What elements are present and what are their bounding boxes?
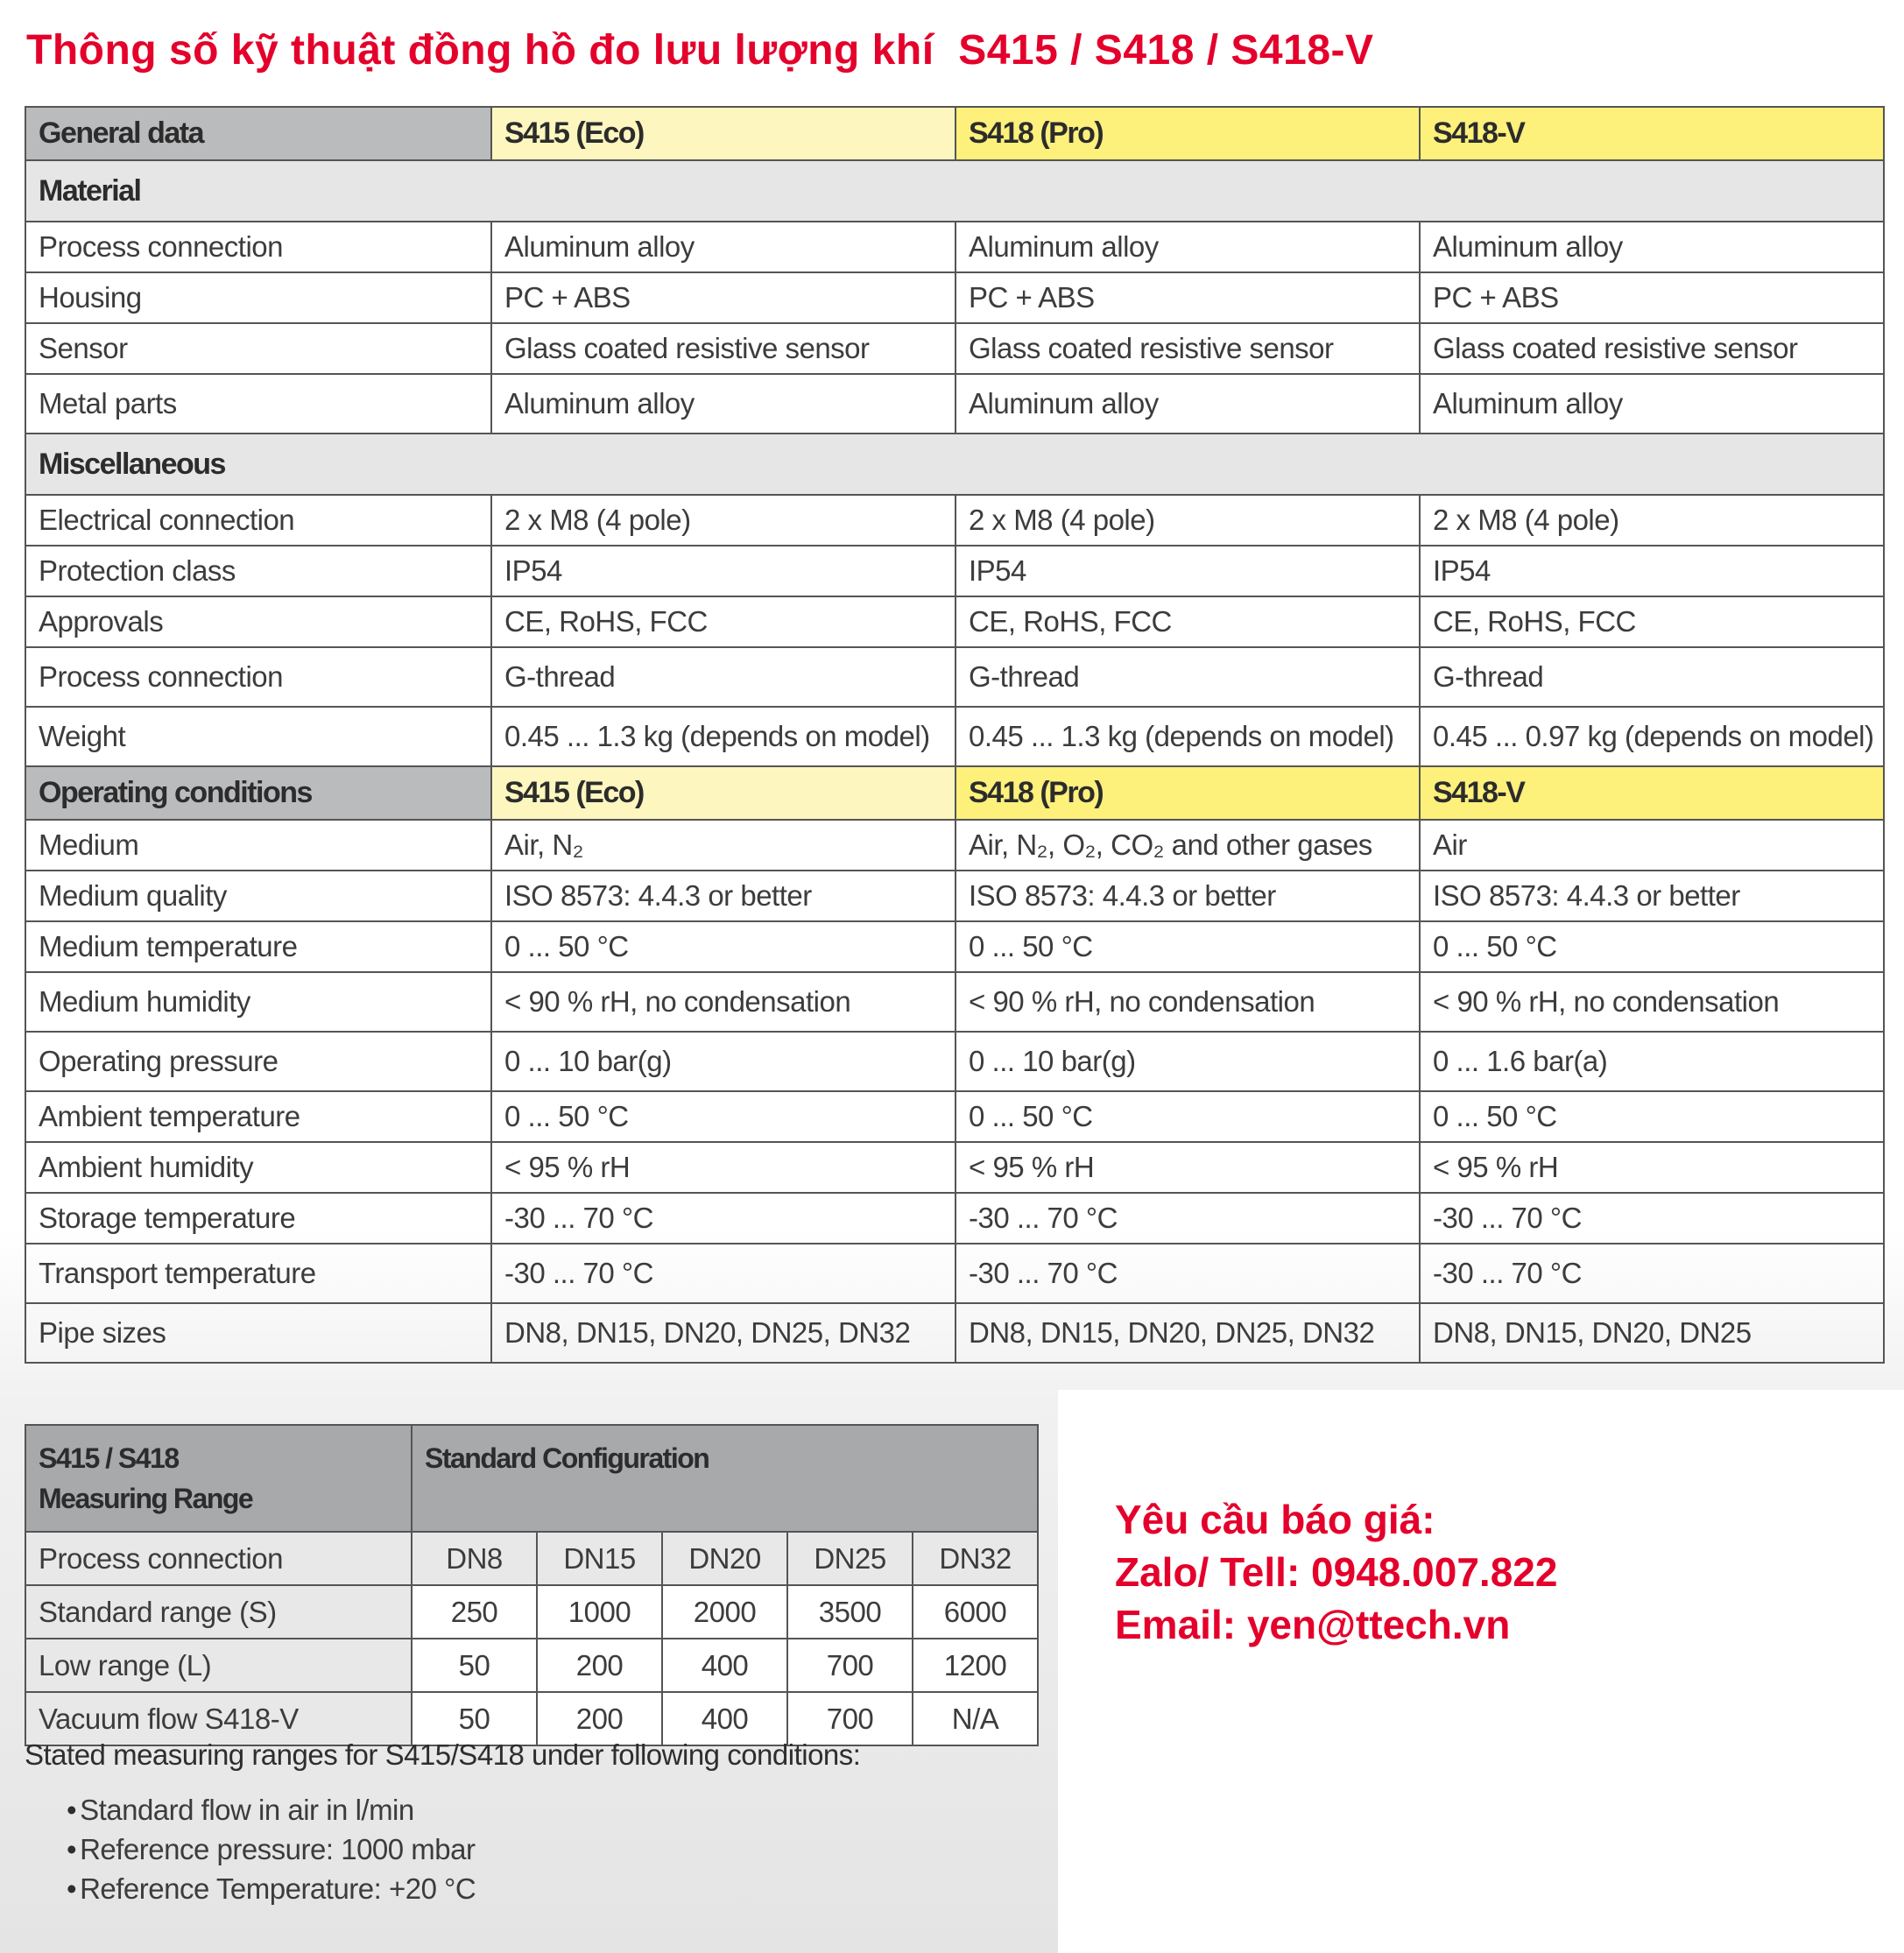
cell-value: PC + ABS — [491, 272, 956, 323]
cell-value: Aluminum alloy — [1420, 222, 1884, 272]
row-label: Medium temperature — [25, 921, 491, 972]
table-header-row — [25, 766, 1884, 820]
range-value: DN15 — [537, 1532, 662, 1585]
row-label: Transport temperature — [25, 1244, 491, 1303]
row-label: Weight — [25, 707, 491, 766]
row-label: Metal parts — [25, 374, 491, 434]
measuring-range-table — [25, 1424, 1039, 1746]
general-data-table — [25, 106, 1885, 1364]
row-label: Pipe sizes — [25, 1303, 491, 1363]
cell-value: 2 x M8 (4 pole) — [491, 495, 956, 546]
cell-value: -30 ... 70 °C — [1420, 1193, 1884, 1244]
range-header-config: Standard Configuration — [412, 1425, 1038, 1532]
cell-value: ISO 8573: 4.4.3 or better — [491, 871, 956, 921]
row-label: Medium humidity — [25, 972, 491, 1032]
range-header-title: Measuring Range — [39, 1483, 253, 1514]
model-column-header: S418-V — [1420, 107, 1884, 160]
range-header-series: S415 / S418 — [39, 1442, 179, 1474]
row-label: Housing — [25, 272, 491, 323]
row-label: Electrical connection — [25, 495, 491, 546]
row-label: Process connection — [25, 222, 491, 272]
cell-value: 0 ... 50 °C — [956, 1091, 1420, 1142]
cell-value: Glass coated resistive sensor — [491, 323, 956, 374]
table-row — [25, 546, 1884, 596]
table-row — [25, 871, 1884, 921]
model-column-header: S418-V — [1420, 766, 1884, 820]
cell-value: IP54 — [491, 546, 956, 596]
cell-value: -30 ... 70 °C — [956, 1193, 1420, 1244]
cell-value: 0 ... 10 bar(g) — [956, 1032, 1420, 1091]
cell-value: 2 x M8 (4 pole) — [956, 495, 1420, 546]
table-row — [25, 1244, 1884, 1303]
cell-value: PC + ABS — [956, 272, 1420, 323]
row-label: Operating pressure — [25, 1032, 491, 1091]
range-header-row — [25, 1425, 1038, 1532]
table-row — [25, 1091, 1884, 1142]
cell-value: Air — [1420, 820, 1884, 871]
cell-value: 0 ... 50 °C — [1420, 921, 1884, 972]
table-row — [25, 374, 1884, 434]
cell-value: -30 ... 70 °C — [956, 1244, 1420, 1303]
cell-value: Aluminum alloy — [1420, 374, 1884, 434]
table-row — [25, 1193, 1884, 1244]
section-row — [25, 434, 1884, 495]
cell-value: -30 ... 70 °C — [1420, 1244, 1884, 1303]
cell-value: < 95 % rH — [956, 1142, 1420, 1193]
cell-value: G-thread — [956, 647, 1420, 707]
range-row — [25, 1585, 1038, 1639]
table-row — [25, 1142, 1884, 1193]
model-column-header: S418 (Pro) — [956, 107, 1420, 160]
header-label: General data — [25, 107, 491, 160]
cell-value: < 95 % rH — [1420, 1142, 1884, 1193]
cell-value: -30 ... 70 °C — [491, 1193, 956, 1244]
section-title: Miscellaneous — [25, 434, 1884, 495]
cell-value: < 90 % rH, no condensation — [491, 972, 956, 1032]
cell-value: 0.45 ... 1.3 kg (depends on model) — [956, 707, 1420, 766]
table-header-row — [25, 107, 1884, 160]
cell-value: IP54 — [1420, 546, 1884, 596]
table-row — [25, 1303, 1884, 1363]
cell-value: -30 ... 70 °C — [491, 1244, 956, 1303]
cell-value: Aluminum alloy — [491, 222, 956, 272]
range-row — [25, 1692, 1038, 1745]
cell-value: 2 x M8 (4 pole) — [1420, 495, 1884, 546]
cell-value: 0 ... 10 bar(g) — [491, 1032, 956, 1091]
table-row — [25, 272, 1884, 323]
cell-value: Aluminum alloy — [491, 374, 956, 434]
cell-value: < 95 % rH — [491, 1142, 956, 1193]
cell-value: < 90 % rH, no condensation — [1420, 972, 1884, 1032]
cell-value: IP54 — [956, 546, 1420, 596]
cell-value: Air, N₂ — [491, 820, 956, 871]
table-row — [25, 222, 1884, 272]
range-value: DN20 — [662, 1532, 787, 1585]
row-label: Sensor — [25, 323, 491, 374]
contact-quote-request: Yêu cầu báo giá: — [1115, 1497, 1435, 1542]
contact-panel — [1058, 1390, 1904, 1953]
cell-value: CE, RoHS, FCC — [956, 596, 1420, 647]
table-row — [25, 921, 1884, 972]
table-row — [25, 323, 1884, 374]
range-value: 250 — [412, 1585, 537, 1639]
range-value: 400 — [662, 1692, 787, 1745]
range-row-label: Process connection — [25, 1532, 412, 1585]
range-value: 3500 — [787, 1585, 913, 1639]
cell-value: DN8, DN15, DN20, DN25, DN32 — [956, 1303, 1420, 1363]
range-value: 1200 — [913, 1639, 1038, 1692]
cell-value: Aluminum alloy — [956, 374, 1420, 434]
row-label: Approvals — [25, 596, 491, 647]
row-label: Medium — [25, 820, 491, 871]
row-label: Medium quality — [25, 871, 491, 921]
note-bullet: • Reference pressure: 1000 mbar — [67, 1833, 475, 1866]
cell-value: < 90 % rH, no condensation — [956, 972, 1420, 1032]
table-row — [25, 647, 1884, 707]
range-value: DN32 — [913, 1532, 1038, 1585]
cell-value: ISO 8573: 4.4.3 or better — [956, 871, 1420, 921]
contact-email: Email: yen@ttech.vn — [1115, 1602, 1511, 1647]
cell-value: Glass coated resistive sensor — [1420, 323, 1884, 374]
range-value: 700 — [787, 1692, 913, 1745]
row-label: Ambient temperature — [25, 1091, 491, 1142]
cell-value: G-thread — [1420, 647, 1884, 707]
range-value: DN8 — [412, 1532, 537, 1585]
cell-value: Aluminum alloy — [956, 222, 1420, 272]
cell-value: PC + ABS — [1420, 272, 1884, 323]
cell-value: CE, RoHS, FCC — [1420, 596, 1884, 647]
cell-value: G-thread — [491, 647, 956, 707]
note-bullet: • Standard flow in air in l/min — [67, 1794, 414, 1827]
range-value: 50 — [412, 1692, 537, 1745]
model-column-header: S418 (Pro) — [956, 766, 1420, 820]
cell-value: ISO 8573: 4.4.3 or better — [1420, 871, 1884, 921]
cell-value: 0.45 ... 0.97 kg (depends on model) — [1420, 707, 1884, 766]
range-row-label: Standard range (S) — [25, 1585, 412, 1639]
range-value: N/A — [913, 1692, 1038, 1745]
section-title: Material — [25, 160, 1884, 222]
note-bullet: • Reference Temperature: +20 °C — [67, 1872, 476, 1906]
range-row — [25, 1639, 1038, 1692]
notes-heading: Stated measuring ranges for S415/S418 under following conditions: — [25, 1738, 861, 1771]
range-value: 1000 — [537, 1585, 662, 1639]
section-row — [25, 160, 1884, 222]
cell-value: 0 ... 50 °C — [1420, 1091, 1884, 1142]
range-value: 400 — [662, 1639, 787, 1692]
row-label: Protection class — [25, 546, 491, 596]
cell-value: 0 ... 50 °C — [956, 921, 1420, 972]
cell-value: 0 ... 50 °C — [491, 1091, 956, 1142]
cell-value: CE, RoHS, FCC — [491, 596, 956, 647]
row-label: Ambient humidity — [25, 1142, 491, 1193]
cell-value: Glass coated resistive sensor — [956, 323, 1420, 374]
cell-value: Air, N₂, O₂, CO₂ and other gases — [956, 820, 1420, 871]
row-label: Process connection — [25, 647, 491, 707]
range-value: 200 — [537, 1639, 662, 1692]
cell-value: DN8, DN15, DN20, DN25, DN32 — [491, 1303, 956, 1363]
table-row — [25, 707, 1884, 766]
table-row — [25, 596, 1884, 647]
range-row-label: Vacuum flow S418-V — [25, 1692, 412, 1745]
cell-value: DN8, DN15, DN20, DN25 — [1420, 1303, 1884, 1363]
model-column-header: S415 (Eco) — [491, 766, 956, 820]
range-row — [25, 1532, 1038, 1585]
table-row — [25, 820, 1884, 871]
range-value: DN25 — [787, 1532, 913, 1585]
cell-value: 0 ... 50 °C — [491, 921, 956, 972]
row-label: Storage temperature — [25, 1193, 491, 1244]
range-value: 2000 — [662, 1585, 787, 1639]
table-row — [25, 1032, 1884, 1091]
header-label: Operating conditions — [25, 766, 491, 820]
range-value: 200 — [537, 1692, 662, 1745]
cell-value: 0 ... 1.6 bar(a) — [1420, 1032, 1884, 1091]
model-column-header: S415 (Eco) — [491, 107, 956, 160]
range-header-left — [25, 1425, 412, 1532]
table-row — [25, 972, 1884, 1032]
range-value: 50 — [412, 1639, 537, 1692]
table-row — [25, 495, 1884, 546]
range-row-label: Low range (L) — [25, 1639, 412, 1692]
contact-phone: Zalo/ Tell: 0948.007.822 — [1115, 1549, 1558, 1595]
cell-value: 0.45 ... 1.3 kg (depends on model) — [491, 707, 956, 766]
range-value: 6000 — [913, 1585, 1038, 1639]
range-value: 700 — [787, 1639, 913, 1692]
page-title: Thông số kỹ thuật đồng hồ đo lưu lượng khí S415 / S418 / S418-V — [26, 27, 1374, 74]
